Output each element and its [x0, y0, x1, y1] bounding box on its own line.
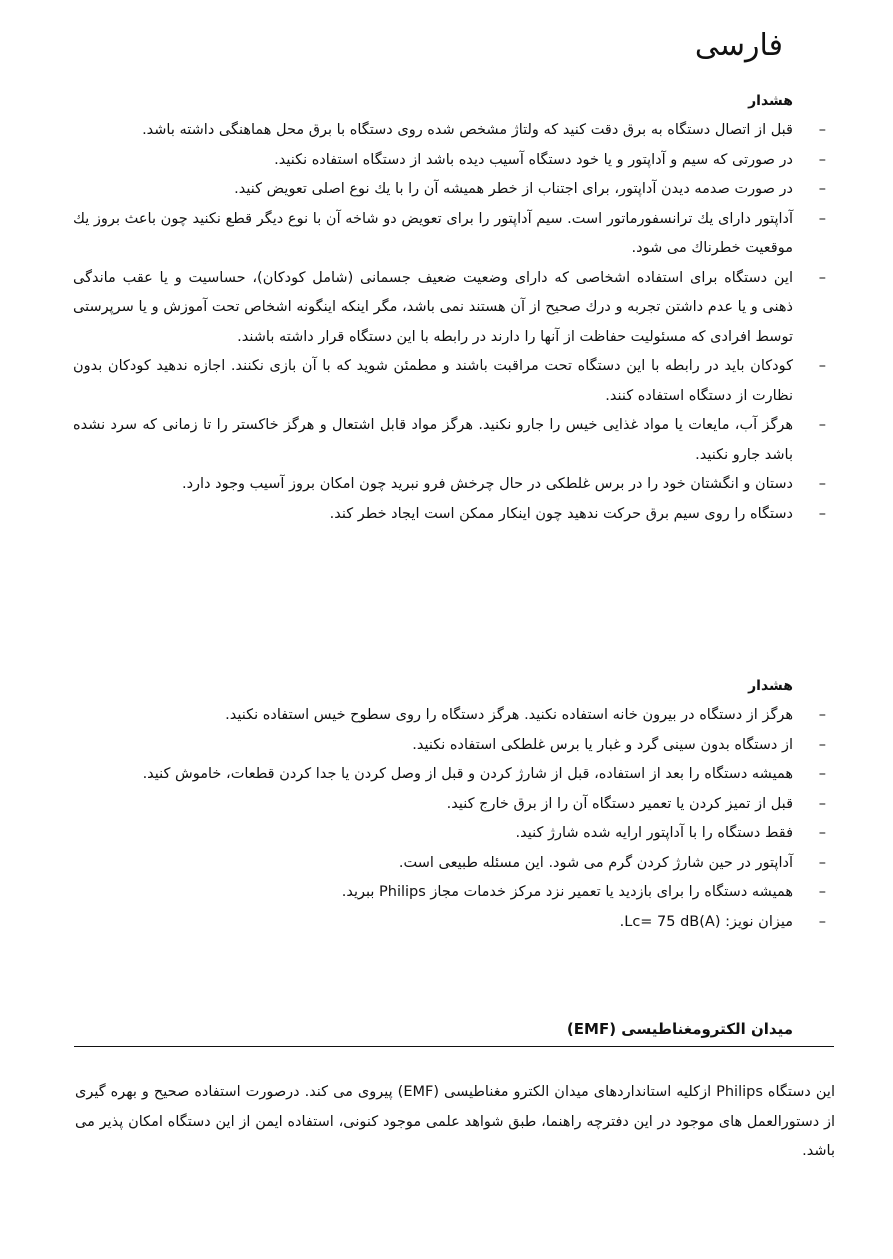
list-item: [73, 500, 826, 530]
list-item-text: آداپتور دارای یك ترانسفورماتور است. سیم آداپتور را برای تعویض دو شاخه آن با نوع دیگر قطع نکنید چون باعث بروز یك موقعیت خطرناك می شود.: [73, 210, 793, 256]
list-item: [73, 352, 826, 411]
list-item-text: دستگاه را روی سیم برق حرکت ندهید چون اینکار ممکن است ایجاد خطر کند.: [329, 505, 793, 522]
list-item: [73, 411, 826, 470]
dash-bullet: –: [818, 417, 826, 433]
list-item-text: در صورتی که سیم و آداپتور و یا خود دستگاه آسیب دیده باشد از دستگاه استفاده نکنید.: [274, 151, 793, 168]
list-item-text: فقط دستگاه را با آداپتور ارایه شده شارژ کنید.: [515, 825, 793, 841]
dash-bullet: –: [818, 795, 826, 812]
list-item: [73, 116, 826, 146]
dash-bullet: –: [818, 181, 826, 197]
dash-bullet: –: [818, 736, 826, 753]
dash-bullet: –: [818, 884, 826, 900]
warning-list: [73, 701, 826, 937]
list-item-text: همیشه دستگاه را برای بازدید یا تعمیر نزد مرکز خدمات مجاز Philips ببرید.: [341, 884, 793, 900]
dash-bullet: –: [818, 269, 826, 286]
dash-bullet: –: [818, 210, 826, 227]
list-item: [73, 205, 826, 264]
list-item-text: هرگز آب، مایعات یا مواد غذایی خیس را جارو نکنید. هرگز مواد قابل اشتعال و هرگز خاکستر را تا زمانی که سرد نشده باشد جارو نکنید.: [73, 417, 793, 463]
dash-bullet: –: [818, 476, 826, 492]
warning-heading: هشدار: [748, 93, 793, 109]
list-item: [73, 819, 826, 849]
warning-list: [73, 116, 826, 529]
dash-bullet: –: [818, 825, 826, 841]
list-item-text: قبل از اتصال دستگاه به برق دقت کنید که ولتاژ مشخص شده روی دستگاه با برق محل هماهنگی داشته باشد.: [142, 122, 793, 138]
dash-bullet: –: [818, 766, 826, 782]
list-item-text: از دستگاه بدون سینی گرد و غبار یا برس غلطکی استفاده نکنید.: [412, 736, 793, 753]
emf-section: [73, 1018, 793, 1040]
section-divider: [74, 1046, 834, 1047]
warning-section-2: [73, 677, 826, 937]
list-item: [73, 908, 826, 938]
language-title: فارسی: [694, 28, 783, 63]
list-item: [73, 731, 826, 761]
emf-paragraph: این دستگاه Philips ازکلیه استانداردهای میدان الکترو مغناطیسی (EMF) پیروی می کند. درصورت استفاده صحیح و بهره گیری از دستورالعمل های موجود در این دفترچه راهنما، طبق شواهد علمی موجود کنونی، استفاده ایمن از این دستگاه امکان پذیر می باشد.: [75, 1084, 835, 1159]
list-item-text: کودکان باید در رابطه با این دستگاه تحت مراقبت باشند و مطمئن شوید که با آن بازی نکنند. اجازه ندهید کودکان بدون نظارت از دستگاه استفاده کنند.: [73, 358, 793, 404]
list-item: [73, 146, 826, 176]
emf-heading: میدان الکترومغناطیسی (EMF): [566, 1020, 793, 1038]
list-item-text: آداپتور در حین شارژ کردن گرم می شود. این مسئله طبیعی است.: [398, 854, 793, 871]
dash-bullet: –: [818, 505, 826, 522]
dash-bullet: –: [818, 151, 826, 168]
list-item: [73, 790, 826, 820]
list-item: [73, 701, 826, 731]
list-item-text: همیشه دستگاه را بعد از استفاده، قبل از شارژ کردن و قبل از وصل کردن یا جدا کردن قطعات، خاموش کنید.: [142, 766, 793, 782]
dash-bullet: –: [818, 358, 826, 374]
list-item: [73, 878, 826, 908]
warning-section-1: [73, 92, 826, 529]
warning-heading: هشدار: [748, 678, 793, 694]
list-item-text: این دستگاه برای استفاده اشخاصی که دارای وضعیت ضعیف جسمانی (شامل کودکان)، حساسیت و یا عقب ماندگی ذهنی و یا عدم داشتن تجربه و درك صحیح از آن هستند نمی باشد، مگر اینکه اینگونه اشخاص تحت آموزش و یا سرپرستی توسط افرادی که مسئولیت حفاظت از آنها را دارند در رابطه با این دستگاه قرار داشته باشند.: [73, 269, 793, 345]
list-item: [73, 849, 826, 879]
list-item: [73, 470, 826, 500]
list-item: [73, 264, 826, 353]
dash-bullet: –: [818, 854, 826, 871]
list-item-text: قبل از تمیز کردن یا تعمیر دستگاه آن را از برق خارج کنید.: [446, 795, 793, 812]
list-item-text: دستان و انگشتان خود را در برس غلطکی در حال چرخش فرو نبرید چون امکان بروز آسیب وجود دارد.: [181, 476, 793, 492]
list-item-text: در صورت صدمه دیدن آداپتور، برای اجتناب از خطر همیشه آن را با یك نوع اصلی تعویض کنید.: [234, 181, 793, 197]
list-item: [73, 175, 826, 205]
list-item-text: هرگز از دستگاه در بیرون خانه استفاده نکنید. هرگز دستگاه را روی سطوح خیس استفاده نکنید.: [225, 707, 793, 723]
dash-bullet: –: [818, 122, 826, 138]
dash-bullet: –: [818, 913, 826, 930]
dash-bullet: –: [818, 707, 826, 723]
list-item: [73, 760, 826, 790]
list-item-text: میزان نویز: Lc= 75 dB(A).: [619, 913, 793, 930]
